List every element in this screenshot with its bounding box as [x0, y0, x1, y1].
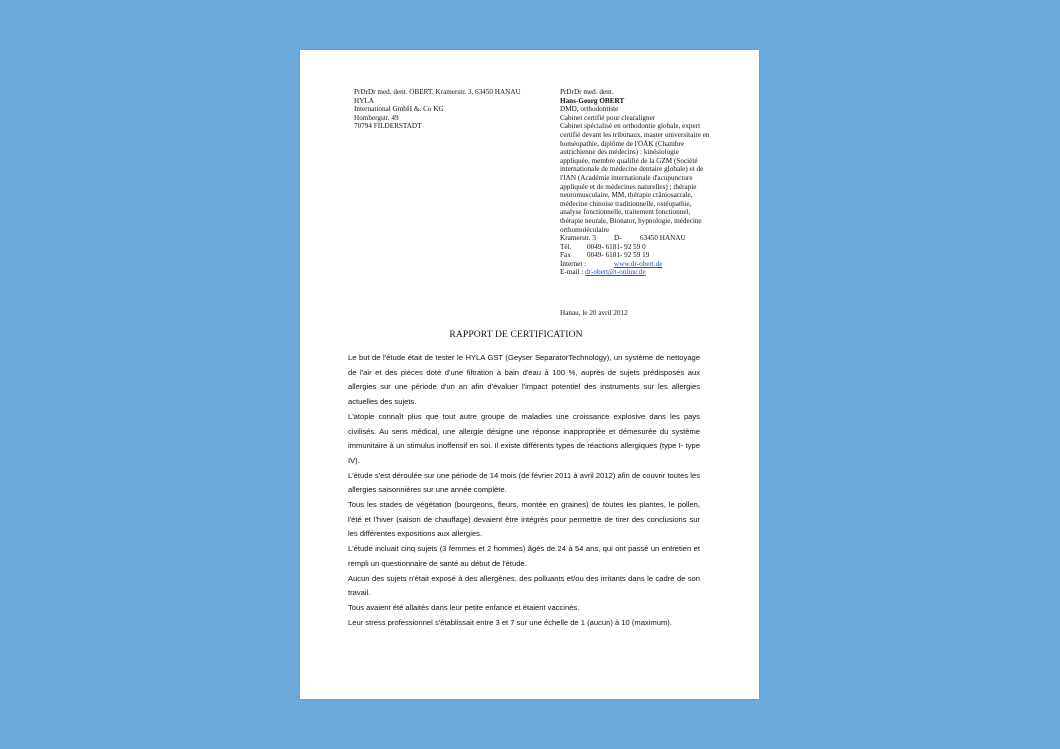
- doctor-address: [560, 234, 710, 243]
- address-city: 63450 HANAU: [640, 234, 686, 243]
- sender-line: 70794 FILDERSTADT: [354, 122, 422, 131]
- sender-line: International GmbH &. Co KG: [354, 105, 444, 114]
- sender-address-block: [354, 88, 550, 131]
- email-link[interactable]: dr-obert@t-online.de: [585, 268, 646, 277]
- fax-value: 0049- 6181- 92 59 19: [587, 251, 650, 260]
- document-title: RAPPORT DE CERTIFICATION: [449, 329, 583, 340]
- sender-line: PrDrDr med. dent. OBERT. Kramerstr. 3, 63450 HANAU: [354, 88, 521, 96]
- doctor-internet: [560, 260, 710, 269]
- doctor-title: PrDrDr med. dent.: [560, 88, 614, 96]
- doctor-letterhead: [560, 88, 710, 277]
- doctor-fax: [560, 251, 710, 260]
- body-paragraph: Leur stress professionnel s'établissait entre 3 et 7 sur une échelle de 1 (aucun) à 10 (maximum).: [348, 617, 672, 627]
- body-paragraph: Aucun des sujets n'était exposé à des allergènes, des polluants et/ou des irritants dans le cadre de son travail.: [348, 573, 700, 598]
- doctor-description: Cabinet spécialisé en orthodontie globale, expert certifié devant les tribunaux, master universitaire en homéopathie, diplôme de l'ÖÄK (Chambre autrichienne des médecins) : kinésiologie appliquée, membre qualifié de la GZM (Société internationale de médecine dentaire globale) et de l'IAN (Académie internationale d'acupuncture appliquée et de médecines naturelles) ; thérapie neuromusculaire, MM, thérapie crâniosacrale, médecine chinoise traditionnelle, ostéopathie, analyse fonctionnelle, traitement fonctionnel, thérapie neurale, Bionator, hypnologie, médecine orthomoléculaire: [560, 122, 710, 234]
- internet-label: Internet :: [560, 259, 587, 268]
- fax-label: Fax: [560, 251, 571, 260]
- doctor-email: [560, 268, 710, 277]
- address-country: D-: [614, 234, 622, 243]
- body-paragraph: L'étude s'est déroulée sur une période de 14 mois (de février 2011 à avril 2012) afin de couvrir toutes les allergies saisonnières sur une année complète.: [348, 470, 700, 495]
- doctor-certification: Cabinet certifié pour clearaligner: [560, 113, 656, 122]
- website-link[interactable]: www.dr-obert.de: [614, 259, 663, 268]
- doctor-role: DMD, orthodontiste: [560, 105, 619, 114]
- doctor-tel: [560, 243, 710, 252]
- email-label: E-mail :: [560, 268, 584, 277]
- body-paragraph: Tous les stades de végétation (bourgeons, fleurs, montée en graines) de toutes les plantes, le pollen, l'été et l'hiver (saison de chauffage) devaient être intégrés pour permettre de tirer des conclusions sur les différentes expositions aux allergies.: [348, 500, 700, 539]
- tel-label: Tél.: [560, 242, 572, 251]
- letter-date: Hanau, le 20 avril 2012: [560, 309, 628, 317]
- body-paragraph: Tous avaient été allaités dans leur petite enfance et étaient vaccinés.: [348, 602, 580, 612]
- body-paragraph: L'atopie connaît plus que tout autre groupe de maladies une croissance explosive dans les pays civilisés. Au sens médical, une allergie désigne une réponse inappropriée et démesurée du système immunitaire à un stimulus inoffensif en soi. Il existe différents types de réactions allergiques (type I- type IV).: [348, 411, 700, 465]
- document-body: [348, 351, 700, 630]
- sender-line: Hombergstr. 49: [354, 113, 399, 122]
- address-street: Kramerstr. 3: [560, 234, 596, 243]
- body-paragraph: L'étude incluait cinq sujets (3 femmes et 2 hommes) âgés de 24 à 54 ans, qui ont passé un entretien et rempli un questionnaire de santé au début de l'étude.: [348, 544, 700, 568]
- doctor-name: Hans-Georg OBERT: [560, 96, 625, 105]
- body-paragraph: Le but de l'étude était de tester le HYLA GST (Geyser SeparatorTechnology), un système de nettoyage de l'air et des pièces doté d'une filtration à bain d'eau à 100 %, auprès de sujets prédisposés aux allergies sur une période d'un an afin d'évaluer l'impact potentiel des instruments sur les allergies actuelles des sujets.: [348, 353, 700, 407]
- sender-line: HYLA: [354, 96, 374, 105]
- document-page: [300, 50, 759, 699]
- tel-value: 0049- 6181- 92 59 0: [587, 242, 646, 251]
